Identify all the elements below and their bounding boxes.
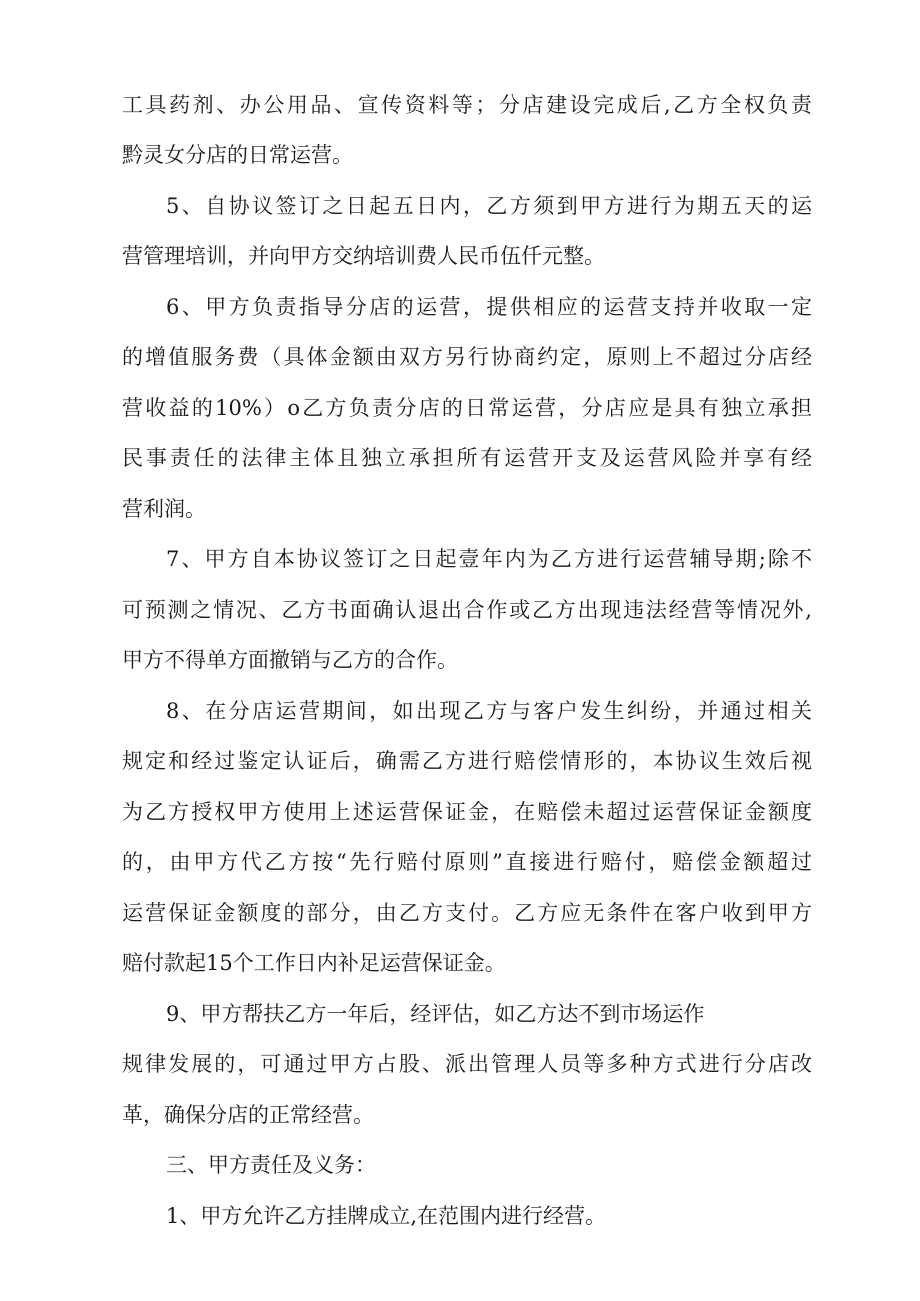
paragraph-line: 6、甲方负责指导分店的运营，提供相应的运营支持并收取一定 xyxy=(166,295,812,319)
paragraph-line: 规定和经过鉴定认证后，确需乙方进行赔偿情形的，本协议生效后视 xyxy=(122,749,812,773)
paragraph-line: 1、甲方允许乙方挂牌成立,在范围内进行经营。 xyxy=(166,1204,607,1228)
paragraph-line: 运营保证金额度的部分，由乙方支付。乙方应无条件在客户收到甲方 xyxy=(122,901,812,925)
paragraph-line: 规律发展的，可通过甲方占股、派出管理人员等多种方式进行分店改 xyxy=(122,1052,812,1076)
paragraph-line: 营利润。 xyxy=(122,497,206,521)
paragraph-line: 工具药剂、办公用品、宣传资料等；分店建设完成后,乙方全权负责 xyxy=(122,93,812,117)
paragraph-line: 赔付款起15个工作日内补足运营保证金。 xyxy=(122,951,506,975)
paragraph-line: 革，确保分店的正常经营。 xyxy=(122,1103,374,1127)
paragraph-line: 为乙方授权甲方使用上述运营保证金，在赔偿未超过运营保证金额度 xyxy=(122,800,812,824)
paragraph-line: 黔灵女分店的日常运营。 xyxy=(122,143,353,167)
paragraph-line: 可预测之情况、乙方书面确认退出合作或乙方出现违法经营等情况外, xyxy=(122,598,812,622)
paragraph-line: 9、甲方帮扶乙方一年后，经评估，如乙方达不到市场运作 xyxy=(166,1002,705,1026)
paragraph-line: 5、自协议签订之日起五日内，乙方须到甲方进行为期五天的运 xyxy=(166,194,812,218)
paragraph-line: 7、甲方自本协议签订之日起壹年内为乙方进行运营辅导期;除不 xyxy=(166,547,812,571)
paragraph-line: 营管理培训，并向甲方交纳培训费人民币伍仟元整。 xyxy=(122,244,605,268)
paragraph-line: 的，由甲方代乙方按“先行赔付原则”直接进行赔付，赔偿金额超过 xyxy=(122,850,812,874)
paragraph-line: 营收益的10%）o乙方负责分店的日常运营，分店应是具有独立承担 xyxy=(122,396,812,420)
section-heading: 三、甲方责任及义务： xyxy=(166,1153,376,1177)
paragraph-line: 甲方不得单方面撤销与乙方的合作。 xyxy=(122,648,458,672)
paragraph-line: 民事责任的法律主体且独立承担所有运营开支及运营风险并享有经 xyxy=(122,446,812,470)
paragraph-line: 的增值服务费（具体金额由双方另行协商约定，原则上不超过分店经 xyxy=(122,345,812,369)
paragraph-line: 8、在分店运营期间，如出现乙方与客户发生纠纷，并通过相关 xyxy=(166,699,812,723)
